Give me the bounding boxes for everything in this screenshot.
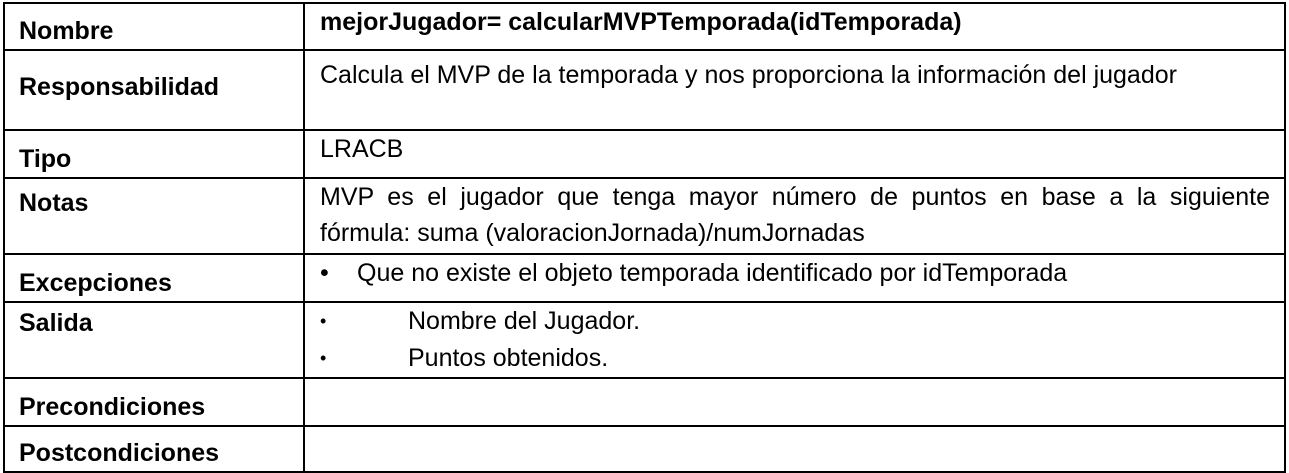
- label-notas: Notas: [4, 178, 304, 254]
- label-tipo: Tipo: [4, 130, 304, 178]
- bullet-icon: •: [320, 259, 329, 287]
- value-precondiciones: [304, 378, 1285, 426]
- value-tipo: LRACB: [304, 130, 1285, 178]
- label-salida: Salida: [4, 302, 304, 378]
- row-excepciones: [4, 254, 1285, 302]
- row-notas: [4, 178, 1285, 254]
- bullet-icon: •: [320, 348, 327, 368]
- row-salida: [4, 302, 1285, 378]
- row-tipo: [4, 130, 1285, 178]
- excepciones-list: [320, 255, 1270, 291]
- value-postcondiciones: [304, 426, 1285, 472]
- salida-text: Puntos obtenidos.: [408, 344, 609, 372]
- list-item: [320, 340, 1270, 377]
- row-precondiciones: [4, 378, 1285, 426]
- row-nombre: [4, 3, 1285, 50]
- value-responsabilidad: Calcula el MVP de la temporada y nos proporciona la información del jugador: [304, 50, 1285, 130]
- value-notas: MVP es el jugador que tenga mayor número de puntos en base a la siguiente fórmula: suma (valoracionJornada)/numJornadas: [304, 178, 1285, 254]
- value-salida: [304, 302, 1285, 378]
- value-nombre: mejorJugador= calcularMVPTemporada(idTemporada): [304, 3, 1285, 50]
- row-responsabilidad: [4, 50, 1285, 130]
- label-postcondiciones: Postcondiciones: [4, 426, 304, 472]
- label-excepciones: Excepciones: [4, 254, 304, 302]
- list-item: [320, 255, 1270, 291]
- value-excepciones: [304, 254, 1285, 302]
- salida-list: [320, 303, 1270, 377]
- excepcion-text: Que no existe el objeto temporada identificado por idTemporada: [357, 259, 1068, 287]
- list-item: [320, 303, 1270, 340]
- label-precondiciones: Precondiciones: [4, 378, 304, 426]
- row-postcondiciones: [4, 426, 1285, 472]
- bullet-icon: •: [320, 311, 327, 331]
- label-responsabilidad: Responsabilidad: [4, 50, 304, 130]
- method-spec-table: [3, 2, 1286, 473]
- label-nombre: Nombre: [4, 3, 304, 50]
- salida-text: Nombre del Jugador.: [408, 307, 641, 335]
